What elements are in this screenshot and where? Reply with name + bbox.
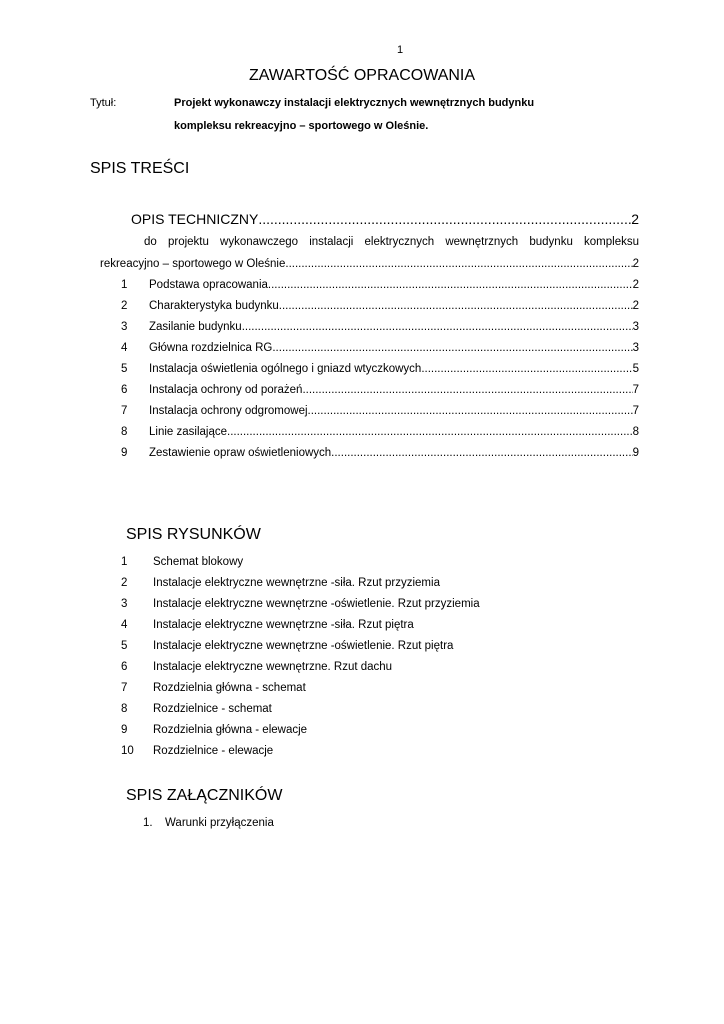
drawing-item (121, 724, 307, 736)
toc-item (121, 321, 639, 333)
drawing-item-text: Instalacje elektryczne wewnętrzne -siła. Rzut przyziemia (153, 577, 440, 589)
toc-leader-dots (331, 447, 632, 459)
document-title: ZAWARTOŚĆ OPRACOWANIA (248, 67, 476, 84)
drawing-item-text: Rozdzielnia główna - schemat (153, 682, 306, 694)
drawing-item-number: 2 (121, 577, 128, 589)
toc-item-text: Zestawienie opraw oświetleniowych (149, 447, 332, 459)
toc-intro-line-1: do projektu wykonawczego instalacji elektrycznych wewnętrznych budynku kompleksu (144, 236, 639, 248)
toc-item (121, 426, 639, 438)
drawing-item-text: Instalacje elektryczne wewnętrzne. Rzut dachu (153, 661, 393, 673)
toc-item (121, 447, 639, 459)
toc-leader-dots (258, 211, 631, 227)
toc-leader-dots (285, 258, 632, 270)
drawing-item-number: 8 (121, 703, 128, 715)
drawing-item-text: Instalacje elektryczne wewnętrzne -siła. Rzut piętra (153, 619, 414, 631)
toc-item-page: 3 (632, 342, 639, 354)
toc-intro-line-2-text: rekreacyjno – sportowego w Oleśnie (100, 258, 286, 270)
toc-intro-line-2 (100, 258, 639, 270)
drawing-item-text: Rozdzielnia główna - elewacje (153, 724, 308, 736)
toc-item-page: 2 (632, 279, 639, 291)
toc-item (121, 279, 639, 291)
toc-item-number: 7 (121, 405, 128, 417)
drawing-item (121, 619, 414, 631)
toc-main-entry-text: OPIS TECHNICZNY (131, 211, 259, 227)
toc-leader-dots (272, 342, 632, 354)
toc-item-text: Zasilanie budynku. (149, 321, 245, 333)
toc-leader-dots (279, 300, 633, 312)
toc-item-text: Charakterystyka budynku (149, 300, 279, 312)
toc-item (121, 342, 639, 354)
drawing-item-number: 1 (121, 556, 128, 568)
toc-item (121, 300, 639, 312)
drawing-item (121, 745, 273, 757)
toc-leader-dots (421, 363, 632, 375)
toc-main-entry-page: 2 (631, 211, 639, 227)
toc-item-number: 5 (121, 363, 128, 375)
toc-item-number: 4 (121, 342, 128, 354)
toc-item-text: Instalacja ochrony od porażeń (149, 384, 303, 396)
drawings-heading: SPIS RYSUNKÓW (126, 526, 261, 543)
toc-item-page: 5 (632, 363, 639, 375)
toc-item-text: Główna rozdzielnica RG (149, 342, 273, 354)
drawing-item (121, 640, 453, 652)
toc-item-page: 3 (632, 321, 639, 333)
drawing-item-number: 9 (121, 724, 128, 736)
drawing-item-number: 3 (121, 598, 128, 610)
drawing-item-number: 6 (121, 661, 128, 673)
toc-item-page: 7 (632, 405, 639, 417)
drawing-item (121, 703, 272, 715)
toc-item-page: 7 (632, 384, 639, 396)
toc-item-text: Podstawa opracowania (149, 279, 268, 291)
toc-item-page: 9 (632, 447, 639, 459)
page-number: 1 (396, 44, 404, 56)
drawing-item (121, 661, 392, 673)
toc-item-page: 2 (632, 300, 639, 312)
drawing-item (121, 577, 440, 589)
drawing-item-number: 5 (121, 640, 128, 652)
toc-leader-dots (302, 384, 632, 396)
drawing-item-text: Rozdzielnice - elewacje (153, 745, 274, 757)
toc-item-text: Linie zasilające (149, 426, 227, 438)
toc-main-entry (131, 211, 639, 227)
toc-leader-dots (268, 279, 633, 291)
toc-item-text: Instalacja ochrony odgromowej (149, 405, 308, 417)
drawing-item (121, 598, 480, 610)
toc-leader-dots (227, 426, 633, 438)
drawing-item-text: Schemat blokowy (153, 556, 244, 568)
toc-item-number: 6 (121, 384, 128, 396)
drawing-item-number: 10 (121, 745, 134, 757)
drawing-item-text: Instalacje elektryczne wewnętrzne -oświetlenie. Rzut przyziemia (153, 598, 480, 610)
toc-leader-dots (245, 321, 633, 333)
drawing-item-text: Rozdzielnice - schemat (153, 703, 272, 715)
title-line-2: kompleksu rekreacyjno – sportowego w Oleśnie. (174, 120, 429, 132)
title-label: Tytuł: (90, 97, 117, 109)
attachment-item-number: 1. (143, 817, 153, 829)
toc-item-number: 3 (121, 321, 128, 333)
toc-item-number: 8 (121, 426, 128, 438)
attachments-heading: SPIS ZAŁĄCZNIKÓW (126, 787, 283, 804)
drawing-item (121, 556, 243, 568)
toc-item-text: Instalacja oświetlenia ogólnego i gniazd wtyczkowych (149, 363, 422, 375)
toc-item (121, 405, 639, 417)
drawing-item-number: 7 (121, 682, 128, 694)
drawing-item-text: Instalacje elektryczne wewnętrzne -oświetlenie. Rzut piętra (153, 640, 454, 652)
drawing-item (121, 682, 306, 694)
drawing-item-number: 4 (121, 619, 128, 631)
toc-item-number: 1 (121, 279, 128, 291)
toc-item-number: 2 (121, 300, 128, 312)
toc-heading: SPIS TREŚCI (90, 160, 190, 177)
toc-intro-page: 2 (632, 258, 639, 270)
attachment-item (143, 817, 274, 829)
attachment-item-text: Warunki przyłączenia (165, 817, 274, 829)
toc-item-page: 8 (632, 426, 639, 438)
toc-item-number: 9 (121, 447, 128, 459)
toc-item (121, 363, 639, 375)
toc-item (121, 384, 639, 396)
toc-leader-dots (308, 405, 633, 417)
title-line-1: Projekt wykonawczy instalacji elektrycznych wewnętrznych budynku (174, 97, 535, 109)
